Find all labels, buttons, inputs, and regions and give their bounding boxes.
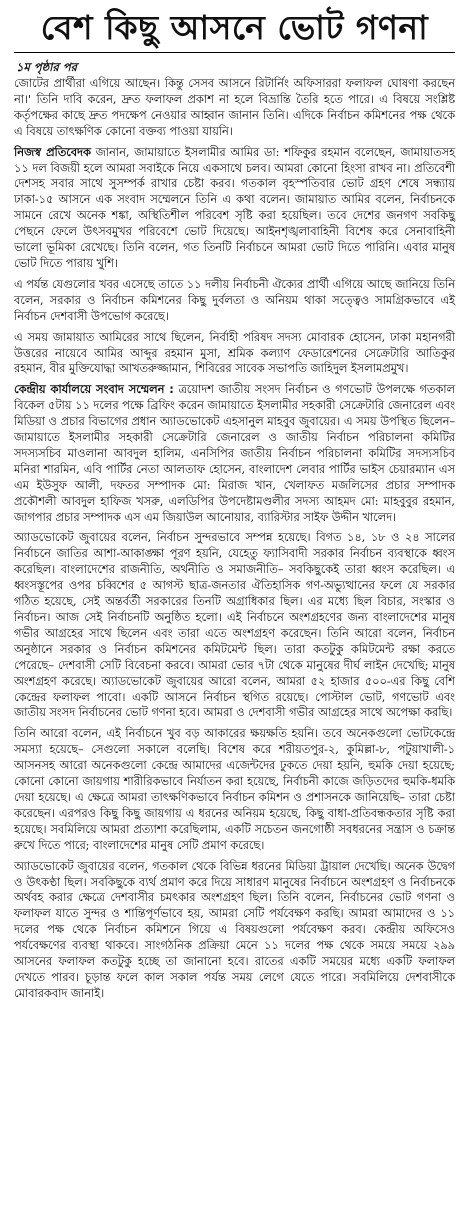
article-body — [14, 76, 455, 1002]
subheading-press-conference: কেন্দ্রীয় কার্যালয়ে সংবাদ সম্মেলন : — [14, 383, 174, 397]
paragraph-2 — [14, 145, 455, 272]
paragraph-7: তিনি আরো বলেন, এই নির্বাচনে খুব বড় আকারের ক্ষয়ক্ষতি হয়নি। তবে অনেকগুলো ভোটকেন্দ্রে সমস্যা হয়েছে– সেগুলো সকালে বলেছি। বিশেষ করে শরীয়তপুর-২, কুমিল্লা-৮, পটুয়াখালী-১ আসনসহ আরো অনেকগুলো কেন্দ্রে আমাদের এজেন্টদের ঢুকতে দেয়া হয়নি, হুমকি দেয়া হয়েছে; কোনো কোনো জায়গায় শারীরিকভাবে নির্যাতন করা হয়েছে, নির্বাচনী কাজে জড়িতদের হুমকি-ধমকি দেয়া হয়েছে। এ ক্ষেত্রে আমরা তাৎক্ষণিকভাবে নির্বাচন কমিশন ও প্রশাসনকে জানিয়েছি– তারা চেষ্টা করেছেন। এরপরও কিছু কিছু জায়গায় এ ধরনের অনিয়ম হয়েছে, কিছু বাধা-প্রতিবন্ধকতার সৃষ্টি করা হয়েছে। সবমিলিয়ে আমরা প্রত্যাশা করেছিলাম, একটি সচেতন জনগোষ্ঠী সবধরনের সন্ত্রাস ও চক্রান্ত রুখে দিতে পারে; বাংলাদেশের মানুষ সেটি প্রমাণ করেছে। — [14, 727, 455, 852]
continued-label: ১ম পৃষ্ঠার পর — [16, 60, 77, 74]
paragraph-6: অ্যাডভোকেট জুবায়ের বলেন, নির্বাচন সুন্দরভাবে সম্পন্ন হয়েছে। বিগত ১৪, ১৮ ও ২৪ সালের নির্বাচনে জাতির আশা-আকাঙ্ক্ষা পূরণ হয়নি, যেহেতু ফ্যাসিবাদী সরকার নির্বাচন ব্যবস্থাকে ধ্বংস করেছিল। বাংলাদেশের রাজনীতি, অর্থনীতি ও সমাজনীতি– সবকিছুকেই তারা ধ্বংস করেছিল। এ ধ্বংসস্তূপের ওপর চব্বিশের ৫ আগস্ট ছাত্র-জনতার ঐতিহাসিক গণ-অভ্যুত্থানের ফলে যে সরকার গঠিত হয়েছে, সেই অন্তর্বর্তী সরকারের তিনটি অগ্রাধিকার ছিল। এর মধ্যে ছিল বিচার, সংস্কার ও নির্বাচন। আজ সেই নির্বাচনটি অনুষ্ঠিত হলো। এই নির্বাচনে অংশগ্রহণের জন্য বাংলাদেশের মানুষ গভীর আগ্রহের সাথে ছিলেন এবং তারা এতে অংশগ্রহণ করেছেন। তিনি আরো বলেন, নির্বাচন অনুষ্ঠানে সরকার ও নির্বাচন কমিশনের কমিটমেন্ট ছিল। তারা কতটুকু কমিটমেন্ট রক্ষা করতে পেরেছে– দেশবাসী সেটি বিবেচনা করবে। আমরা ভোর ৭টা থেকে মানুষের দীর্ঘ লাইন দেখেছি; মানুষ অংশগ্রহণ করেছে। অ্যাডভোকেট জুবায়ের আরো বলেন, আমরা ৫২ হাজার ৫০০-এর কিছু বেশি কেন্দ্রের ফলাফল পাবো। একটি আসনে নির্বাচন স্থগিত রয়েছে। পোস্টাল ভোট, গণভোট এবং জাতীয় সংসদ নির্বাচনের ভোট গণনা হবে। আমরা ও দেশবাসী গভীর আগ্রহের সাথে অপেক্ষা করছি। — [14, 531, 455, 720]
paragraph-4: এ সময় জামায়াত আমিরের সাথে ছিলেন, নির্বাহী পরিষদ সদস্য মোবারক হোসেন, ঢাকা মহানগরী উত্তরের নায়েবে আমির আব্দুর রহমান মুসা, শ্রমিক কল্যাণ ফেডারেশনের সেক্রেটারি আতিকুর রহমান, বীর মুক্তিযোদ্ধা আখতরুজ্জামান, শিবিরের সাবেক সভাপতি জাহিদুল ইসলামপ্রমুখ। — [14, 330, 455, 376]
byline-lead: নিজস্ব প্রতিবেদক — [14, 145, 91, 159]
paragraph-3: এ পর্যন্ত যেগুলোর খবর এসেছে তাতে ১১ দলীয় নির্বাচনী ঐক্যের প্রার্থী এগিয়ে আছে জানিয়ে তিনি বলেন, সরকার ও নির্বাচন কমিশনের কিছু দুর্বলতা ও অনিয়ম থাকা সত্ত্বেও সামগ্রিকভাবে এই নির্বাচন দেশবাসী উপভোগ করেছে। — [14, 277, 455, 323]
paragraph-1: জোটের প্রার্থীরা এগিয়ে আছেন। কিন্তু সেসব আসনে রিটার্নিং অফিসাররা ফলাফল ঘোষণা করছেন না।' তিনি দাবি করেন, দ্রুত ফলাফল প্রকাশ না হলে বিভ্রান্তি তৈরি হতে পারে। এ বিষয়ে সংশ্লিষ্ট কর্তৃপক্ষের কাছে দ্রুত পদক্ষেপ নেওয়ার আহ্বান জানান তিনি। এদিকে নির্বাচন কমিশনের পক্ষ থেকে এ বিষয়ে তাৎক্ষণিক কোনো বক্তব্য পাওয়া যায়নি। — [14, 77, 455, 138]
paragraph-5-text: ত্রয়োদশ জাতীয় সংসদ নির্বাচন ও গণভোট উপলক্ষে গতকাল বিকেল ৫টায় ১১ দলের পক্ষে ব্রিফিং করেন জামায়াতে ইসলামীর সহকারী সেক্রেটারি জেনারেল এবং মিডিয়া ও প্রচার বিভাগের প্রধান অ্যাডভোকেট এহসানুল মাহবুব জুবায়ের। এ সময় উপস্থিত ছিলেন– জামায়াতে ইসলামীর সহকারী সেক্রেটারি জেনারেল ও জাতীয় নির্বাচন পরিচালনা কমিটির সদস্যসচিব মাওলানা আবদুল হালিম, এনসিপির জাতীয় নির্বাচন পরিচালনা কমিটির সদস্যসচিব মনিরা শারমিন, এবি পার্টির নেতা আলতাফ হোসেন, বাংলাদেশ লেবার পার্টির ভাইস চেয়ারম্যান এস এম ইউসুফ আলী, দফতর সম্পাদক মো: মিরাজ খান, খেলাফত মজলিসের প্রচার সম্পাদক প্রকৌশলী আবদুল হাফিজ খসরু, এলডিপির উপদেষ্টামণ্ডলীর সদস্য আহমদ মো: মাহবুবুর রহমান, জাগপার প্রচার সম্পাদক এস এম জিয়াউল আনোয়ার, ব্যারিস্টার সাইফ উদ্দীন খালেদ। — [14, 383, 455, 524]
paragraph-8: অ্যাডভোকেট জুবায়ের বলেন, গতকাল থেকে বিভিন্ন ধরনের মিডিয়া ট্রায়াল দেখেছি। অনেক উদ্বেগ ও উৎকণ্ঠা ছিল। সবকিছুকে ব্যর্থ প্রমাণ করে দিয়ে সাধারণ মানুষের নির্বাচনে অংশগ্রহণ ও নির্বাচনকে অর্থবহ করার ক্ষেত্রে দেশবাসীর চমৎকার অংশগ্রহণ ছিল। তিনি বলেন, নির্বাচনের ভোট গণনা ও ফলাফল যাতে সুন্দর ও শান্তিপূর্ণভাবে হয়, আমরা সেটি পর্যবেক্ষণ করছি। আমরা আমাদের ও ১১ দলের পক্ষ থেকে নির্বাচন কমিশনে গিয়ে এ বিষয়গুলো পর্যবেক্ষণ করব। কেন্দ্রীয় অফিসেও পর্যবেক্ষণের ব্যবস্থা থাকবে। সাংগঠনিক প্রক্রিয়া মেনে ১১ দলের পক্ষ থেকে সময়ে সময়ে ২৯৯ আসনের ফলাফল কতটুকু হচ্ছে তা জানানো হবে। রাতের একটি সময়ের মধ্যে একটি ফলাফল দেখতে পারব। চূড়ান্ত ফলে কাল সকাল পর্যন্ত সময় লেগে যেতে পারে। সবমিলিয়ে দেশবাসীকে মোবারকবাদ জানাই। — [14, 859, 455, 1000]
headline: বেশ কিছু আসনে ভোট গণনা — [40, 8, 429, 47]
headline-rule — [14, 52, 455, 53]
paragraph-5 — [14, 382, 455, 525]
paragraph-2-text: জানান, জামায়াতে ইসলামীর আমির ডা: শফিকুর রহমান বলেছেন, জামায়াতসহ ১১ দল বিজয়ী হলে আমরা সবাইকে নিয়ে একসাথে চলব। আমরা কোনো হিংসা রাখব না। প্রতিবেশী দেশসহ সবার সাথে সুসম্পর্ক রাখার চেষ্টা করব। গতকাল বৃহস্পতিবার ভোট গ্রহণ শেষে সন্ধ্যায় ঢাকা-১৫ আসনে এক সংবাদ সম্মেলনে তিনি এ কথা বলেন। জামায়াত আমির বলেন, নির্বাচনকে সামনে রেখে অনেক শঙ্কা, অস্থিতিশীল পরিবেশ সৃষ্টি করা হয়েছিল। তবে দেশের জনগণ সবকিছু পেছনে ফেলে উৎসবমুখর পরিবেশে ভোট দিয়েছে। আইনশৃঙ্খলাবাহিনী বিশেষ করে সেনাবাহিনী ভালো ভূমিকা রেখেছে। তিনি বলেন, গত তিনটি নির্বাচনে আমরা ভোট দিতে পারিনি। এবার মানুষ ভোট দিতে পারায় খুশি। — [14, 145, 455, 270]
